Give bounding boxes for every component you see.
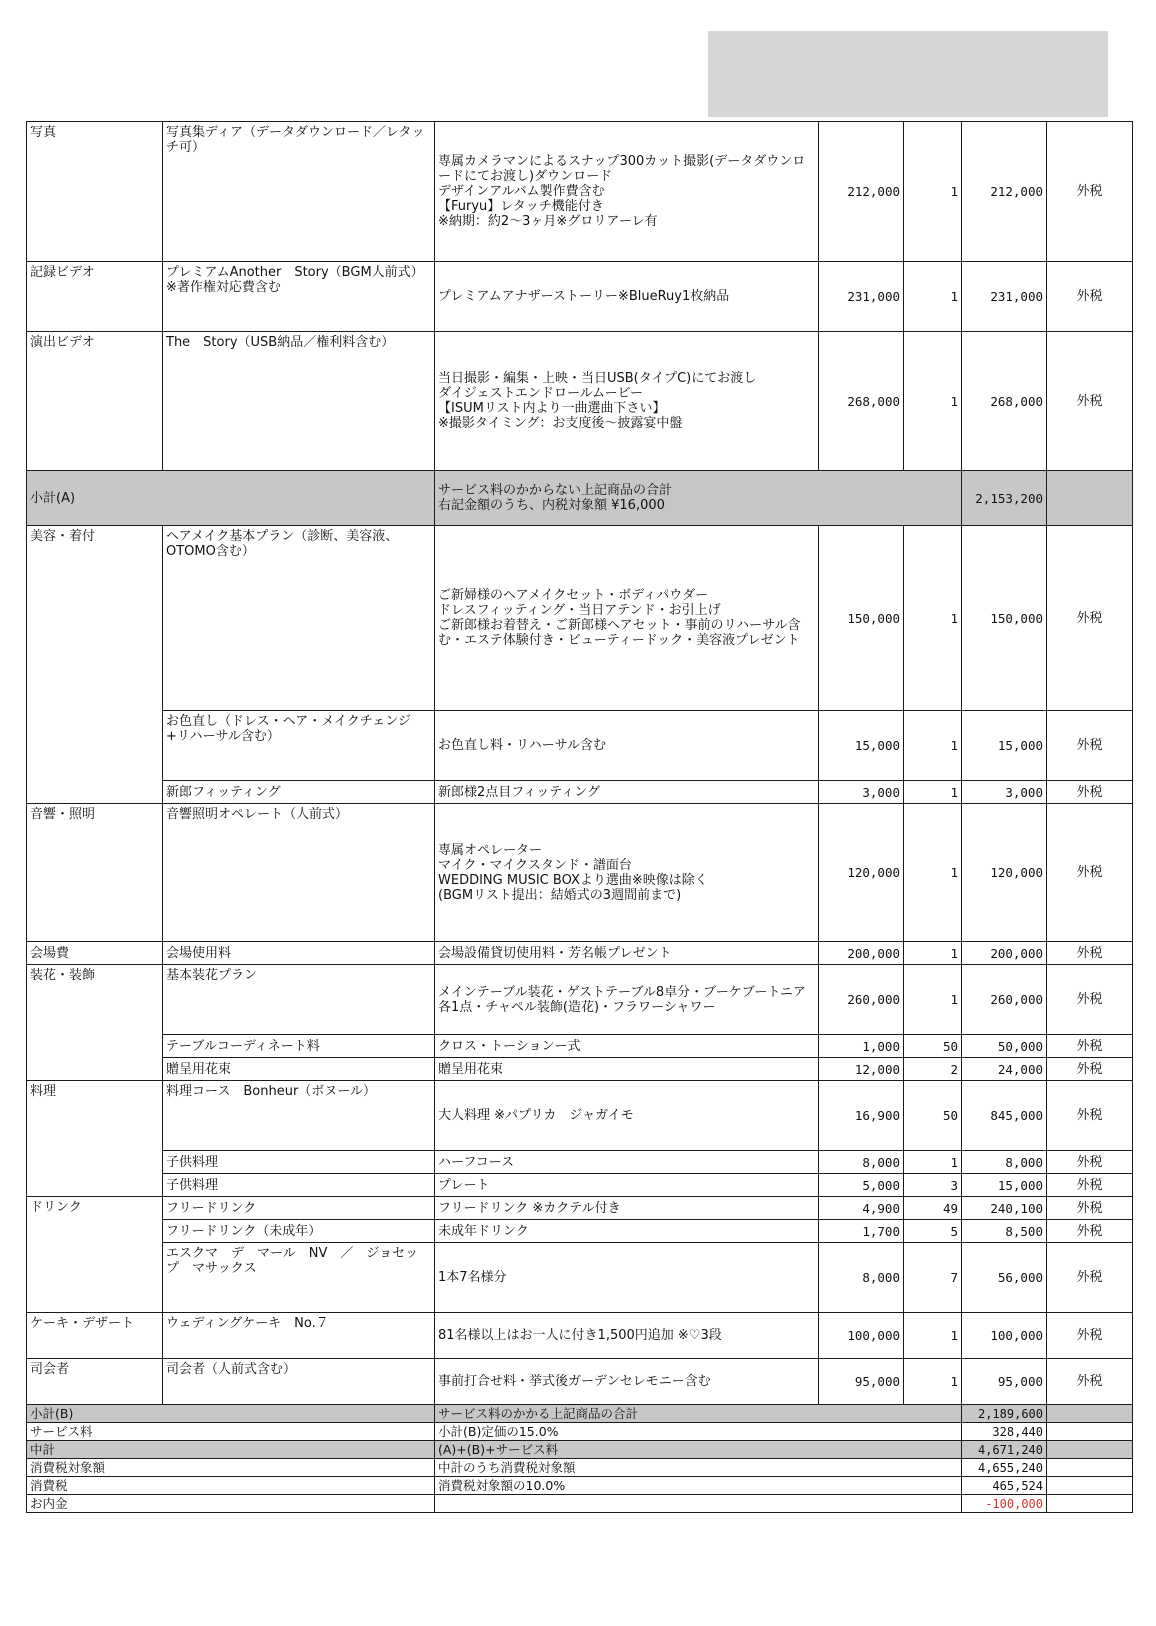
amount-cell: 56,000 [962,1243,1047,1313]
tax-type-cell: 外税 [1047,781,1133,804]
description-cell [435,1359,819,1405]
description-line: ダイジェストエンドロールムービー [438,386,644,401]
tax-type-cell: 外税 [1047,1313,1133,1359]
summary-label: 消費税対象額 [27,1459,435,1477]
description-line: 【ISUMリスト内より一曲選曲下さい】 [438,401,666,416]
summary-row [27,1441,1133,1459]
description-cell [435,965,819,1035]
table-row [27,1151,1133,1174]
table-row [27,1058,1133,1081]
quantity-cell: 1 [904,526,962,711]
description-line: ご新郎様お着替え・ご新郎様ヘアセット・事前のリハーサル含む・エステ体験付き・ビューティードック・美容液プレゼント [438,618,801,648]
empty-cell [1047,471,1133,526]
unit-price-cell: 5,000 [819,1174,904,1197]
description-line: 1本7名様分 [438,1270,507,1285]
description-line: フリードリンク ※カクテル付き [438,1200,621,1216]
category-cell: ケーキ・デザート [27,1313,163,1359]
amount-cell: 8,000 [962,1151,1047,1174]
description-cell [435,942,819,965]
table-row [27,942,1133,965]
table-row [27,1174,1133,1197]
unit-price-cell: 231,000 [819,262,904,332]
amount-cell: 100,000 [962,1313,1047,1359]
amount-cell: 845,000 [962,1081,1047,1151]
description-cell [435,122,819,262]
subtotal-a-description [435,471,962,526]
category-cell: 装花・装飾 [27,965,163,1035]
table-row [27,1359,1133,1405]
tax-type-cell: 外税 [1047,965,1133,1035]
category-cell: 音響・照明 [27,804,163,942]
description-cell [435,711,819,781]
quantity-cell: 49 [904,1197,962,1220]
quantity-cell: 1 [904,122,962,262]
amount-cell: 15,000 [962,711,1047,781]
item-cell: 贈呈用花束 [163,1058,435,1081]
description-line: 当日撮影・編集・上映・当日USB(タイプC)にてお渡し [438,371,757,386]
description-line: WEDDING MUSIC BOXより選曲※映像は除く [438,872,708,888]
category-cell: 会場費 [27,942,163,965]
quantity-cell: 50 [904,1035,962,1058]
unit-price-cell: 95,000 [819,1359,904,1405]
tax-type-cell: 外税 [1047,1197,1133,1220]
description-cell [435,1081,819,1151]
summary-description: 中計のうち消費税対象額 [435,1459,962,1477]
item-cell: 会場使用料 [163,942,435,965]
item-cell: 料理コース Bonheur（ボヌール） [163,1081,435,1151]
empty-cell [1047,1459,1133,1477]
empty-cell [1047,1441,1133,1459]
category-cell [27,1151,163,1174]
unit-price-cell: 4,900 [819,1197,904,1220]
description-line: 専属オペレーター [438,842,543,858]
subtotal-a-row [27,471,1133,526]
description-cell [435,526,819,711]
description-line: 事前打合せ料・挙式後ガーデンセレモニー含む [438,1374,711,1389]
quantity-cell: 1 [904,781,962,804]
item-cell: フリードリンク [163,1197,435,1220]
summary-amount: 2,189,600 [962,1405,1047,1423]
tax-type-cell: 外税 [1047,526,1133,711]
unit-price-cell: 8,000 [819,1243,904,1313]
table-row [27,1220,1133,1243]
quantity-cell: 3 [904,1174,962,1197]
table-row [27,781,1133,804]
tax-type-cell: 外税 [1047,1151,1133,1174]
description-line: プレート [438,1177,490,1193]
amount-cell: 240,100 [962,1197,1047,1220]
amount-cell: 24,000 [962,1058,1047,1081]
table-row [27,526,1133,711]
description-line: 大人料理 ※パプリカ ジャガイモ [438,1108,634,1123]
summary-description: 小計(B)定価の15.0% [435,1423,962,1441]
summary-row [27,1423,1133,1441]
summary-description: 消費税対象額の10.0% [435,1477,962,1495]
empty-cell [1047,1405,1133,1423]
quantity-cell: 7 [904,1243,962,1313]
tax-type-cell: 外税 [1047,1243,1133,1313]
summary-description: サービス料のかかる上記商品の合計 [435,1405,962,1423]
summary-label: 小計(B) [27,1405,435,1423]
category-cell [27,1035,163,1058]
tax-type-cell: 外税 [1047,332,1133,471]
description-cell [435,1313,819,1359]
description-cell [435,262,819,332]
quantity-cell: 1 [904,804,962,942]
table-row [27,332,1133,471]
summary-label: 消費税 [27,1477,435,1495]
tax-type-cell: 外税 [1047,1035,1133,1058]
item-cell: 基本装花プラン [163,965,435,1035]
amount-cell: 260,000 [962,965,1047,1035]
description-line: お色直し料・リハーサル含む [438,738,606,753]
redacted-block [708,31,1108,117]
quantity-cell: 5 [904,1220,962,1243]
description-cell [435,1174,819,1197]
table-row [27,965,1133,1035]
tax-type-cell: 外税 [1047,804,1133,942]
description-cell [435,1220,819,1243]
category-cell [27,1220,163,1243]
subtotal-a-amount: 2,153,200 [962,471,1047,526]
description-cell [435,332,819,471]
amount-cell: 50,000 [962,1035,1047,1058]
description-line: ハーフコース [438,1154,515,1170]
table-row [27,1197,1133,1220]
amount-cell: 120,000 [962,804,1047,942]
description-line: デザインアルバム製作費含む [438,184,605,199]
description-line: 【Furyu】レタッチ機能付き [438,199,604,214]
unit-price-cell: 1,000 [819,1035,904,1058]
summary-row [27,1477,1133,1495]
unit-price-cell: 120,000 [819,804,904,942]
description-line: 81名様以上はお一人に付き1,500円追加 ※♡3段 [438,1328,722,1343]
unit-price-cell: 100,000 [819,1313,904,1359]
description-cell [435,781,819,804]
description-line: 右記金額のうち、内税対象額 ¥16,000 [438,498,665,513]
tax-type-cell: 外税 [1047,711,1133,781]
category-cell [27,1058,163,1081]
summary-amount: 328,440 [962,1423,1047,1441]
item-cell: 音響照明オペレート（人前式） [163,804,435,942]
description-line: マイク・マイクスタンド・譜面台 [438,857,632,873]
empty-cell [1047,1477,1133,1495]
description-cell [435,1035,819,1058]
empty-cell [1047,1423,1133,1441]
summary-amount: 4,655,240 [962,1459,1047,1477]
item-cell: 写真集ディア（データダウンロード／レタッチ可） [163,122,435,262]
description-line: メインテーブル装花・ゲストテーブル8卓分・ブーケブートニア各1点・チャペル装飾(造花)・フラワーシャワー [438,984,806,1015]
tax-type-cell: 外税 [1047,1220,1133,1243]
tax-type-cell: 外税 [1047,122,1133,262]
unit-price-cell: 268,000 [819,332,904,471]
item-cell: 子供料理 [163,1174,435,1197]
summary-label: 中計 [27,1441,435,1459]
table-row [27,1313,1133,1359]
amount-cell: 95,000 [962,1359,1047,1405]
unit-price-cell: 200,000 [819,942,904,965]
description-line: 贈呈用花束 [438,1061,504,1077]
tax-type-cell: 外税 [1047,262,1133,332]
quantity-cell: 1 [904,1359,962,1405]
description-line: ※納期：約2～3ヶ月※グロリアーレ有 [438,214,658,229]
quantity-cell: 1 [904,1313,962,1359]
summary-row [27,1459,1133,1477]
summary-amount: 465,524 [962,1477,1047,1495]
item-cell: プレミアムAnother Story（BGM人前式）※著作権対応費含む [163,262,435,332]
unit-price-cell: 8,000 [819,1151,904,1174]
item-cell: エスクマ デ マール NV ／ ジョセップ マサックス [163,1243,435,1313]
table-row [27,262,1133,332]
unit-price-cell: 16,900 [819,1081,904,1151]
summary-amount: 4,671,240 [962,1441,1047,1459]
description-line: ご新婦様のヘアメイクセット・ボディパウダー [438,588,709,603]
quantity-cell: 1 [904,332,962,471]
item-cell: ヘアメイク基本プラン（診断、美容液、OTOMO含む） [163,526,435,711]
unit-price-cell: 260,000 [819,965,904,1035]
item-cell: 新郎フィッティング [163,781,435,804]
description-line: 新郎様2点目フィッティング [438,784,600,800]
item-cell: 子供料理 [163,1151,435,1174]
item-cell: ウェディングケーキ No.７ [163,1313,435,1359]
empty-cell [1047,1495,1133,1513]
description-line: 未成年ドリンク [438,1223,529,1239]
quantity-cell: 2 [904,1058,962,1081]
category-cell [27,1243,163,1313]
summary-label: お内金 [27,1495,435,1513]
unit-price-cell: 15,000 [819,711,904,781]
summary-row [27,1405,1133,1423]
quantity-cell: 1 [904,711,962,781]
unit-price-cell: 3,000 [819,781,904,804]
amount-cell: 268,000 [962,332,1047,471]
category-cell [27,781,163,804]
tax-type-cell: 外税 [1047,1081,1133,1151]
amount-cell: 200,000 [962,942,1047,965]
description-line: プレミアムアナザーストーリー※BlueRuy1枚納品 [438,289,730,304]
category-cell [27,1174,163,1197]
table-row [27,711,1133,781]
quantity-cell: 1 [904,942,962,965]
item-cell: テーブルコーディネート料 [163,1035,435,1058]
description-line: 会場設備貸切使用料・芳名帳プレゼント [438,945,672,961]
description-cell [435,1151,819,1174]
description-line: (BGMリスト提出：結婚式の3週間前まで) [438,887,682,903]
amount-cell: 3,000 [962,781,1047,804]
category-cell: ドリンク [27,1197,163,1220]
description-line: クロス・トーションー式 [438,1038,581,1054]
amount-cell: 231,000 [962,262,1047,332]
quantity-cell: 1 [904,965,962,1035]
deposit-amount: -100,000 [962,1495,1047,1513]
item-cell: 司会者（人前式含む） [163,1359,435,1405]
amount-cell: 212,000 [962,122,1047,262]
tax-type-cell: 外税 [1047,1058,1133,1081]
category-cell: 演出ビデオ [27,332,163,471]
table-row [27,1243,1133,1313]
tax-type-cell: 外税 [1047,1359,1133,1405]
item-cell: The Story（USB納品／権利料含む） [163,332,435,471]
unit-price-cell: 212,000 [819,122,904,262]
table-row [27,1035,1133,1058]
summary-row [27,1495,1133,1513]
table-row [27,122,1133,262]
summary-description [435,1495,962,1513]
unit-price-cell: 150,000 [819,526,904,711]
description-cell [435,1058,819,1081]
summary-label: サービス料 [27,1423,435,1441]
item-cell: お色直し（ドレス・ヘア・メイクチェンジ+リハーサル含む） [163,711,435,781]
subtotal-a-label: 小計(A) [27,471,435,526]
quantity-cell: 1 [904,1151,962,1174]
category-cell: 記録ビデオ [27,262,163,332]
category-cell: 料理 [27,1081,163,1151]
summary-description: (A)+(B)+サービス料 [435,1441,962,1459]
description-cell [435,804,819,942]
amount-cell: 15,000 [962,1174,1047,1197]
table-row [27,1081,1133,1151]
tax-type-cell: 外税 [1047,942,1133,965]
table-row [27,804,1133,942]
quantity-cell: 1 [904,262,962,332]
description-line: ドレスフィッティング・当日アテンド・お引上げ [438,603,721,618]
category-cell: 美容・着付 [27,526,163,711]
amount-cell: 8,500 [962,1220,1047,1243]
description-line: 専属カメラマンによるスナップ300カット撮影(データダウンロードにてお渡し)ダウンロード [438,154,806,184]
tax-type-cell: 外税 [1047,1174,1133,1197]
unit-price-cell: 1,700 [819,1220,904,1243]
description-cell [435,1197,819,1220]
description-line: サービス料のかからない上記商品の合計 [438,483,673,498]
unit-price-cell: 12,000 [819,1058,904,1081]
item-cell: フリードリンク（未成年） [163,1220,435,1243]
amount-cell: 150,000 [962,526,1047,711]
category-cell [27,711,163,781]
description-line: ※撮影タイミング：お支度後～披露宴中盤 [438,416,683,431]
category-cell: 司会者 [27,1359,163,1405]
quantity-cell: 50 [904,1081,962,1151]
description-cell [435,1243,819,1313]
estimate-table [26,121,1133,1513]
category-cell: 写真 [27,122,163,262]
